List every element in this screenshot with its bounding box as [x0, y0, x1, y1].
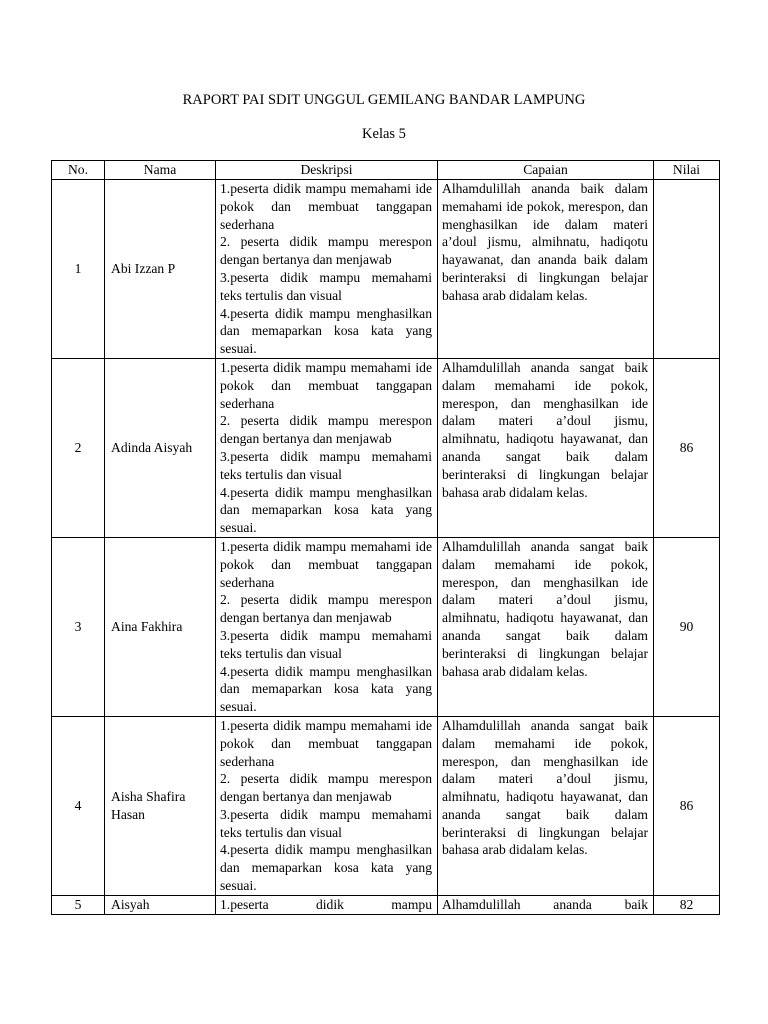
description-cell [216, 895, 438, 914]
achievement-cell: Alhamdulillah ananda sangat baik dalam memahami ide pokok, merespon, dan menghasilkan ide dalam materi a’doul jismu, almihnatu, hadiqotu hayawanat, dan ananda sangat baik dalam berinteraksi di lingkungan belajar bahasa arab didalam kelas. [438, 716, 654, 895]
achievement-cell [438, 895, 654, 914]
description-point: 1.peserta didik mampu memahami ide pokok dan membuat tanggapan sederhana [220, 359, 432, 411]
description-point: 4.peserta didik mampu menghasilkan dan memaparkan kosa kata yang sesuai. [220, 305, 432, 357]
table-row [52, 895, 720, 914]
description-point: 1.peserta didik mampu memahami ide pokok dan membuat tanggapan sederhana [220, 538, 432, 590]
description-point: 2. peserta didik mampu merespon dengan bertanya dan menjawab [220, 592, 432, 626]
description-point: 4.peserta didik mampu menghasilkan dan memaparkan kosa kata yang sesuai. [220, 663, 432, 715]
table-row [52, 716, 720, 895]
achievement-cell: Alhamdulillah ananda sangat baik dalam memahami ide pokok, merespon, dan menghasilkan ide dalam materi a’doul jismu, almihnatu, hadiqotu hayawanat, dan ananda sangat baik dalam berinteraksi di lingkungan belajar bahasa arab didalam kelas. [438, 537, 654, 716]
table-row [52, 358, 720, 537]
grades-table [51, 160, 720, 915]
student-name: Adinda Aisyah [105, 358, 216, 537]
description-point: 3.peserta didik mampu memahami teks tertulis dan visual [220, 448, 432, 482]
row-number: 1 [52, 180, 105, 359]
description-point: 4.peserta didik mampu menghasilkan dan memaparkan kosa kata yang sesuai. [220, 484, 432, 536]
row-number: 2 [52, 358, 105, 537]
class-label: Kelas 5 [362, 126, 406, 142]
description-text: 1.peserta didik mampu [220, 896, 432, 912]
description-text [220, 180, 432, 358]
row-number: 4 [52, 716, 105, 895]
description-point: 3.peserta didik mampu memahami teks tertulis dan visual [220, 627, 432, 661]
description-cell [216, 358, 438, 537]
description-point: 2. peserta didik mampu merespon dengan bertanya dan menjawab [220, 771, 432, 805]
table-header-row [52, 161, 720, 180]
description-point: 4.peserta didik mampu menghasilkan dan memaparkan kosa kata yang sesuai. [220, 842, 432, 894]
score-cell: 90 [654, 537, 720, 716]
student-name: Aisha Shafira Hasan [105, 716, 216, 895]
table-row [52, 180, 720, 359]
description-point: 1.peserta didik mampu memahami ide pokok dan membuat tanggapan sederhana [220, 717, 432, 769]
description-point: 1.peserta didik mampu memahami ide pokok dan membuat tanggapan sederhana [220, 181, 432, 232]
score-cell: 86 [654, 358, 720, 537]
description-point: 3.peserta didik mampu memahami teks tertulis dan visual [220, 269, 432, 303]
header-deskripsi: Deskripsi [216, 161, 438, 180]
description-text [220, 359, 432, 537]
row-number: 3 [52, 537, 105, 716]
description-point: 2. peserta didik mampu merespon dengan bertanya dan menjawab [220, 413, 432, 447]
description-text [220, 717, 432, 895]
table-row [52, 537, 720, 716]
description-cell [216, 716, 438, 895]
score-cell [654, 180, 720, 359]
header-nilai: Nilai [654, 161, 720, 180]
description-cell [216, 537, 438, 716]
description-point: 2. peserta didik mampu merespon dengan bertanya dan menjawab [220, 234, 432, 268]
student-name: Abi Izzan P [105, 180, 216, 359]
header-capaian: Capaian [438, 161, 654, 180]
student-name: Aina Fakhira [105, 537, 216, 716]
score-cell: 82 [654, 895, 720, 914]
score-cell: 86 [654, 716, 720, 895]
row-number: 5 [52, 895, 105, 914]
description-cell [216, 180, 438, 359]
description-point: 3.peserta didik mampu memahami teks tertulis dan visual [220, 806, 432, 840]
report-title: RAPORT PAI SDIT UNGGUL GEMILANG BANDAR LAMPUNG [182, 92, 586, 108]
description-text [220, 538, 432, 716]
achievement-cell: Alhamdulillah ananda sangat baik dalam memahami ide pokok, merespon, dan menghasilkan ide dalam materi a’doul jismu, almihnatu, hadiqotu hayawanat, dan ananda sangat baik dalam berinteraksi di lingkungan belajar bahasa arab didalam kelas. [438, 358, 654, 537]
header-no: No. [52, 161, 105, 180]
achievement-text: Alhamdulillah ananda baik [442, 896, 648, 912]
student-name: Aisyah [105, 895, 216, 914]
header-nama: Nama [105, 161, 216, 180]
achievement-cell: Alhamdulillah ananda baik dalam memahami ide pokok, merespon, dan menghasilkan ide dalam materi a’doul jismu, almihnatu, hadiqotu hayawanat, dan ananda baik dalam berinteraksi di lingkungan belajar bahasa arab didalam kelas. [438, 180, 654, 359]
